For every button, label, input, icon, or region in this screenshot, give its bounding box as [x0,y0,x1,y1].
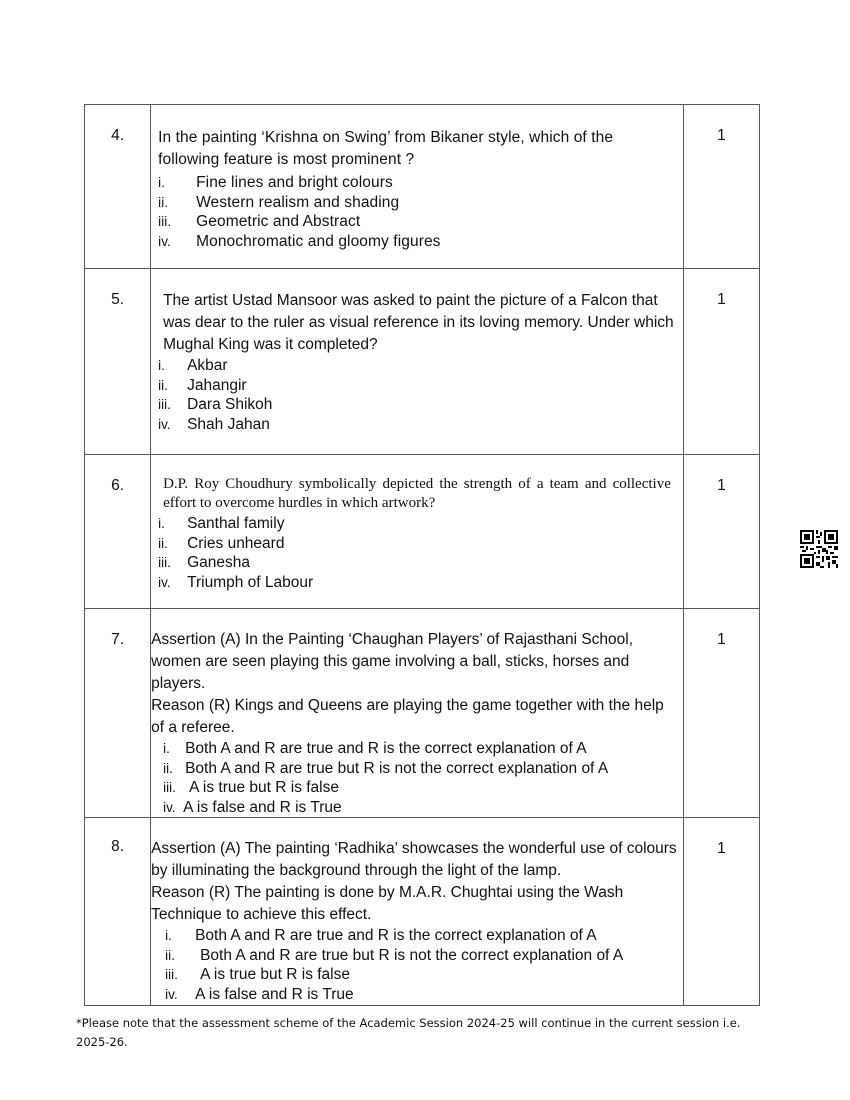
option-text: A is false and R is True [183,798,342,816]
option-number: ii. [163,760,173,776]
option-number: i. [163,741,170,756]
option-text: Fine lines and bright colours [196,174,393,191]
option [165,946,679,966]
option [158,573,671,593]
assertion-text: In the Painting ‘Chaughan Players’ of Rajasthani School, women are seen playing this game involving a ball, sticks, horses and players. [151,631,634,692]
option [163,778,679,798]
options-list [158,356,675,434]
option-text: Akbar [187,357,228,374]
option [158,356,675,376]
question-number: 6. [85,455,151,609]
option-number: iv. [165,986,178,1002]
question-content [151,818,684,1006]
option-text: Santhal family [187,515,285,532]
option-text: Ganesha [187,554,251,571]
option-text: Both A and R are true and R is the correct explanation of A [195,927,597,944]
marks: 1 [683,105,759,269]
option [165,985,679,1005]
option [158,415,675,435]
question-content [151,455,684,609]
option-text: Cries unheard [187,534,285,552]
assertion-label: Assertion (A) [151,631,241,648]
option-number: ii. [158,377,168,393]
option-number: iii. [163,780,176,795]
option [163,798,679,818]
question-number: 8. [85,818,151,1006]
option-number: i. [158,358,165,373]
option-number: iv. [158,416,171,432]
marks: 1 [683,269,759,455]
option-number: iii. [158,397,171,412]
marks: 1 [683,455,759,609]
option [158,173,677,193]
marks: 1 [683,818,759,1006]
option [165,965,679,985]
options-list [158,173,677,251]
option [165,926,679,946]
option-text: Both A and R are true but R is not the correct explanation of A [185,759,609,777]
option-text: Both A and R are true and R is the correct explanation of A [185,740,587,757]
option [158,212,677,232]
question-row [85,105,760,269]
question-text: The artist Ustad Mansoor was asked to paint the picture of a Falcon that was dear to the ruler as visual reference in its loving memory. Under which Mughal King was it completed? [163,292,674,353]
option-number: i. [165,928,172,943]
option-number: ii. [165,947,175,963]
question-content [151,105,684,269]
footnote: *Please note that the assessment scheme of the Academic Session 2024-25 will continue in the current session i.e. 2025-26. [76,1016,741,1049]
options-list [163,739,679,817]
option-number: iv. [158,233,171,249]
option-text: Triumph of Labour [187,573,314,591]
option-text: Western realism and shading [196,193,400,211]
option [158,395,675,415]
assertion [151,838,679,882]
question-row [85,455,760,609]
option-text: Monochromatic and gloomy figures [196,232,441,250]
option-text: Both A and R are true but R is not the correct explanation of A [200,946,624,964]
option [158,232,677,252]
option [158,514,671,534]
question-text: In the painting ‘Krishna on Swing’ from Bikaner style, which of the following feature is most prominent ? [158,129,614,168]
question-number: 7. [85,609,151,818]
option [158,553,671,573]
option-number: ii. [158,194,169,210]
reason: Reason (R) The painting is done by M.A.R. Chughtai using the Wash Technique to achieve this effect. [151,884,624,923]
option-text: A is false and R is True [195,985,354,1003]
question-row [85,609,760,818]
options-list [158,514,671,592]
option-text: A is true but R is false [200,966,350,983]
option-number: iv. [163,799,176,815]
options-list [165,926,679,1004]
question-row [85,818,760,1006]
marks: 1 [683,609,759,818]
option [163,739,679,759]
qr-code [800,530,838,568]
option-number: ii. [158,535,168,551]
option-number: i. [158,175,166,190]
option [158,193,677,213]
question-number: 5. [85,269,151,455]
option [158,534,671,554]
question-content [151,609,684,818]
assertion [151,629,679,695]
option-number: i. [158,516,165,531]
option-text: A is true but R is false [189,779,339,796]
option-text: Dara Shikoh [187,396,273,413]
option-number: iii. [158,555,171,570]
option-number: iii. [158,214,172,229]
question-row [85,269,760,455]
assertion-text: The painting ‘Radhika’ showcases the wonderful use of colours by illuminating the background through the light of the lamp. [151,840,677,879]
reason: Reason (R) Kings and Queens are playing the game together with the help of a referee. [151,697,664,736]
question-text: D.P. Roy Choudhury symbolically depicted the strength of a team and collective effort to overcome hurdles in which artwork? [163,476,671,511]
option-text: Jahangir [187,376,247,394]
option [163,759,679,779]
option-number: iv. [158,574,171,590]
assertion-label: Assertion (A) [151,840,241,857]
question-content [151,269,684,455]
option [158,376,675,396]
option-text: Geometric and Abstract [196,213,361,230]
option-number: iii. [165,967,178,982]
question-number: 4. [85,105,151,269]
questions-table [84,104,760,1006]
option-text: Shah Jahan [187,415,270,433]
